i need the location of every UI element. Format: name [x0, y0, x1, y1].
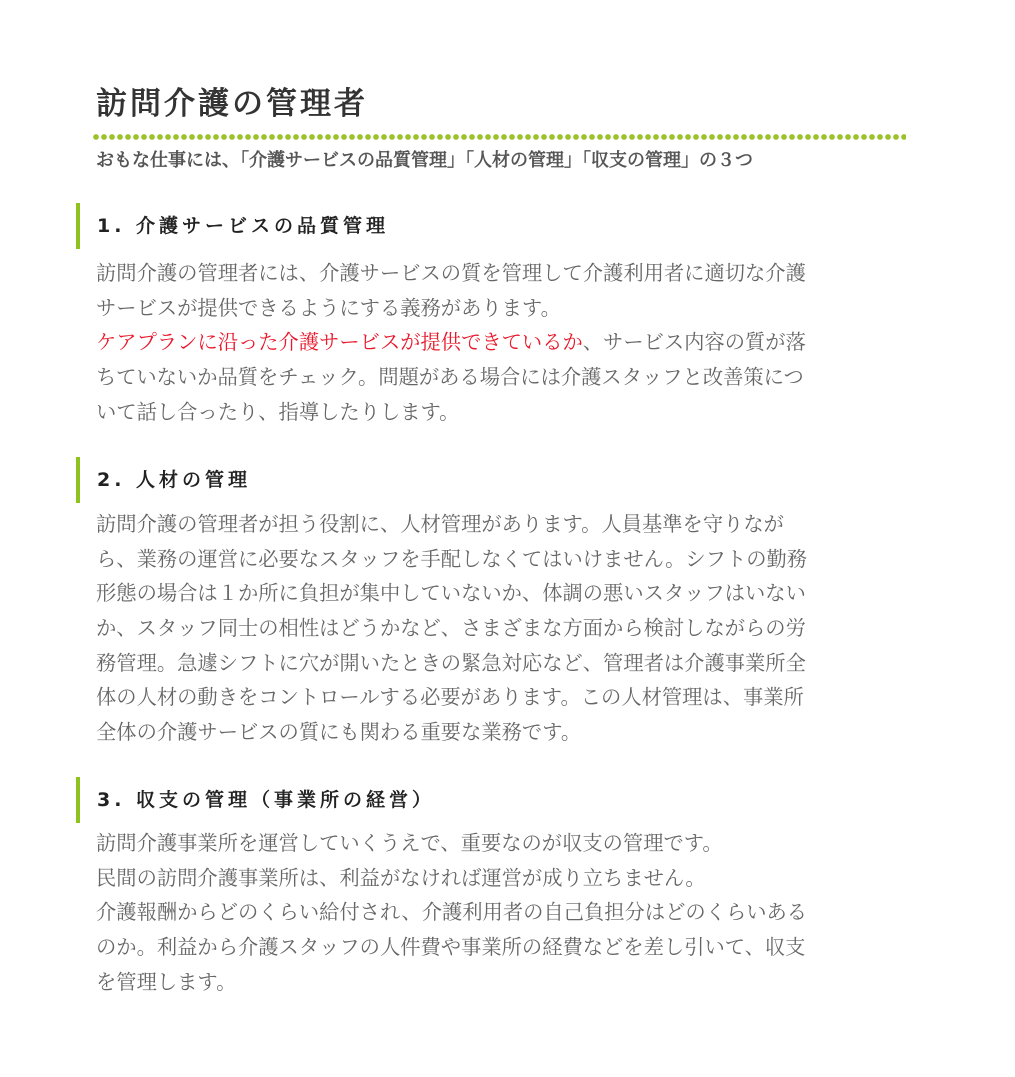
paragraph-line — [96, 325, 908, 360]
paragraph-line: 体の人材の動きをコントロールする必要があります。この人材管理は、事業所 — [96, 685, 804, 710]
paragraph-line: 形態の場合は１か所に負担が集中していないか、体調の悪いスタッフはいない — [96, 581, 806, 606]
section-body-finance — [96, 826, 908, 999]
section-body-quality — [96, 256, 908, 429]
paragraph-line: 訪問介護事業所を運営していくうえで、重要なのが収支の管理です。 — [96, 831, 723, 855]
paragraph-line: いて話し合ったり、指導したりします。 — [96, 399, 460, 424]
paragraph-line: 介護報酬からどのくらい給付され、介護利用者の自己負担分はどのくらいある — [96, 900, 808, 925]
paragraph-line: サービスが提供できるようにする義務があります。 — [96, 295, 561, 320]
page-subtitle: おもな仕事には、「介護サービスの品質管理」「人材の管理」「収支の管理」の３つ — [96, 150, 753, 171]
page-title: 訪問介護の管理者 — [96, 86, 368, 122]
dotted-divider — [92, 134, 906, 140]
paragraph-line: 民間の訪問介護事業所は、利益がなければ運営が成り立ちません。 — [96, 865, 706, 890]
paragraph-line: ちていないか品質をチェック。問題がある場合には介護スタッフと改善策につ — [96, 365, 804, 390]
section-heading-quality: 1. 介護サービスの品質管理 — [76, 203, 389, 249]
paragraph-line: 務管理。急遽シフトに穴が開いたときの緊急対応など、管理者は介護事業所全 — [96, 650, 806, 675]
paragraph-line: か、スタッフ同士の相性はどうかなど、さまざまな方面から検討しながらの労 — [96, 616, 806, 641]
paragraph-line: ら、業務の運営に必要なスタッフを手配しなくてはいけません。シフトの勤務 — [96, 546, 808, 571]
section-heading-personnel: 2. 人材の管理 — [76, 457, 251, 503]
paragraph-line: 訪問介護の管理者が担う役割に、人材管理があります。人員基準を守りなが — [96, 512, 784, 536]
highlighted-text: ケアプランに沿った介護サービスが提供できているか — [96, 330, 583, 355]
paragraph-line: 全体の介護サービスの質にも関わる重要な業務です。 — [96, 720, 582, 745]
section-body-personnel — [96, 507, 908, 750]
paragraph-line: を管理します。 — [96, 969, 237, 994]
paragraph-text: 、サービス内容の質が落 — [582, 330, 806, 355]
paragraph-line: のか。利益から介護スタッフの人件費や事業所の経費などを差し引いて、収支 — [96, 935, 806, 960]
section-heading-finance: 3. 収支の管理（事業所の経営） — [76, 777, 435, 823]
paragraph-line: 訪問介護の管理者には、介護サービスの質を管理して介護利用者に適切な介護 — [96, 261, 806, 285]
